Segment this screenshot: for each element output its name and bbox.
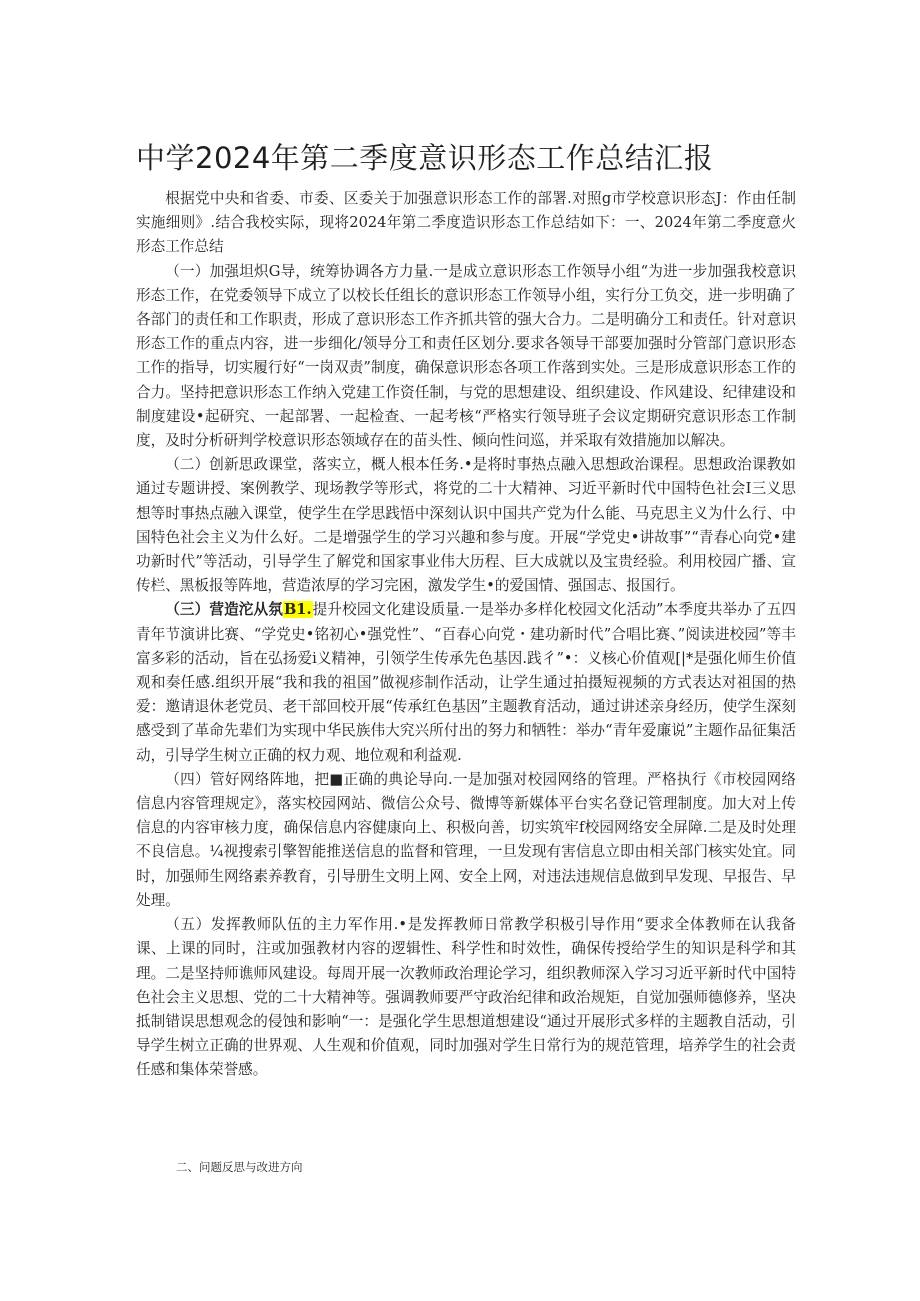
- document-title: 中学2024年第二季度意识形态工作总结汇报: [136, 141, 714, 175]
- paragraph-section-3-text: 提升校园文化建设质量.一是举办多样化校园文化活动”本季度共举办了五四青年节演讲比赛、“学党史•铭初心•强党性”、“百春心向党・建功新时代”合唱比赛、”阅读进校园”等丰富多彩的活动，旨在弘扬爱i义精神，引领学生传承先色基因.践彳”•：义核心价值观[|*是强化师生价值观和奏任感.组织开展“我和我的祖国”做视疹制作活动，让学生通过拍摄短视频的方式表达对祖国的热爱：邀请退休老党员、老干部回校开展“传承红色基因”主题教育活动，通过讲述亲身经历，使学生深刻感受到了革命先辈们为实现中华民族伟大究兴所付出的努力和牺牲：举办“青年爱廉说”主题作品征集活动，引导学生树立正确的权力观、地位观和利益观.: [136, 601, 796, 764]
- document-body: [136, 187, 796, 1083]
- paragraph-section-3-lead: （三）营造沱从氛: [165, 601, 283, 619]
- paragraph-section-3: [136, 598, 796, 767]
- highlighted-text: B1.: [283, 601, 312, 619]
- paragraph-section-4: （四）管好网络阵地，把■正确的典论导向.一是加强对校园网络的管理。严格执行《市校园网络信息内容管理规定》，落实校园网站、微信公众号、微博等新媒体平台实名登记管理制度。加大对上传信息的内容审核力度，确保信息内容健康向上、积极向善，切实筑牢f校园网络安全屏障.二是及时处理不良信息。¼视搜索引擎智能推送信息的监督和管理，一旦发现有害信息立即由相关部门核实处宜。同时，加强师生网络素养教育，引导册生文明上网、安全上网，对违法违规信息做到早发现、早报告、早处理。: [136, 770, 796, 909]
- paragraph-section-2: （二）创新思政课堂，落实立，概人根本任务.•是将时事热点融入思想政治课程。思想政治课教如通过专题讲授、案例教学、现场教学等形式，将党的二十大精神、习近平新时代中国特色社会I三义思想等时事热点融入课堂，使学生在学思践悟中深刻认识中国共产党为什么能、马克思主义为什么行、中国特色社会主义为什么好。二是增强学生的学习兴趣和参与度。开展“学党史•讲故事”“青春心向党•建功新时代”等活动，引导学生了解党和国家事业伟大历程、巨大成就以及宝贵经验。利用校园广播、宣传栏、黑板报等阵地，营造浓厚的学习完困，激发学生•的爱国情、强国志、报国行。: [136, 456, 796, 595]
- paragraph-intro: 根据党中央和省委、市委、区委关于加强意识形态工作的部署.对照g市学校意识形态J：作由任制实施细则》.结合我校实际，现将2024年第二季度造识形态工作总结如下：一、2024年第二季度意火形态工作总结: [136, 190, 796, 256]
- section-two-heading: 二、问题反思与改进方向: [176, 1160, 303, 1174]
- paragraph-section-1: （一）加强坦炽G导，统筹协调各方力量.一是成立意识形态工作领导小组“为进一步加强我校意识形态工作，在党委领导下成立了以校长任组长的意识形态工作领导小组，实行分工负交，进一步明确了各部门的责任和工作职责，形成了意识形态工作齐抓共管的强大合力。二是明确分工和责任。针对意识形态工作的重点内容，进一步细化/领导分工和责任区划分.要求各领导干部要加强时分管部门意识形态工作的指导，切实履行好“一岗双责”制度，确保意识形态各项工作落到实处。三是形成意识形态工作的合力。坚持把意识形态工作纳入党建工作资任制，与党的思想建设、组织建设、作风建设、纪律建设和制度建设•起研究、一起部署、一起检查、一起考核“严格实行领导班子会议定期研究意识形态工作制度，及时分析研判学校意识形态领域存在的苗头性、倾向性问巡，并采取有效措施加以解决。: [136, 262, 796, 450]
- paragraph-section-5: （五）发挥教师队伍的主力军作用.•是发挥教师日常教学积极引导作用“要求全体教师在认我备课、上课的同时，注或加强教材内容的逻辑性、科学性和时效性，确保传授给学生的知识是科学和其理。二是坚持师谯师风建设。每周开展一次教师政治理论学习，组织教师深入学习习近平新时代中国特色社会主义思想、党的二十大精神等。强调教师要严守政治纪律和政治规矩，自觉加强师德修养，坚决抵制错误思想观念的侵蚀和影响“一：是强化学生思想道想建设“通过开展形式多样的主题教自活动，引导学生树立正确的世界观、人生观和价值观，同时加强对学生日常行为的规范管理，培养学生的社会责任感和集体荣誉感。: [136, 916, 796, 1079]
